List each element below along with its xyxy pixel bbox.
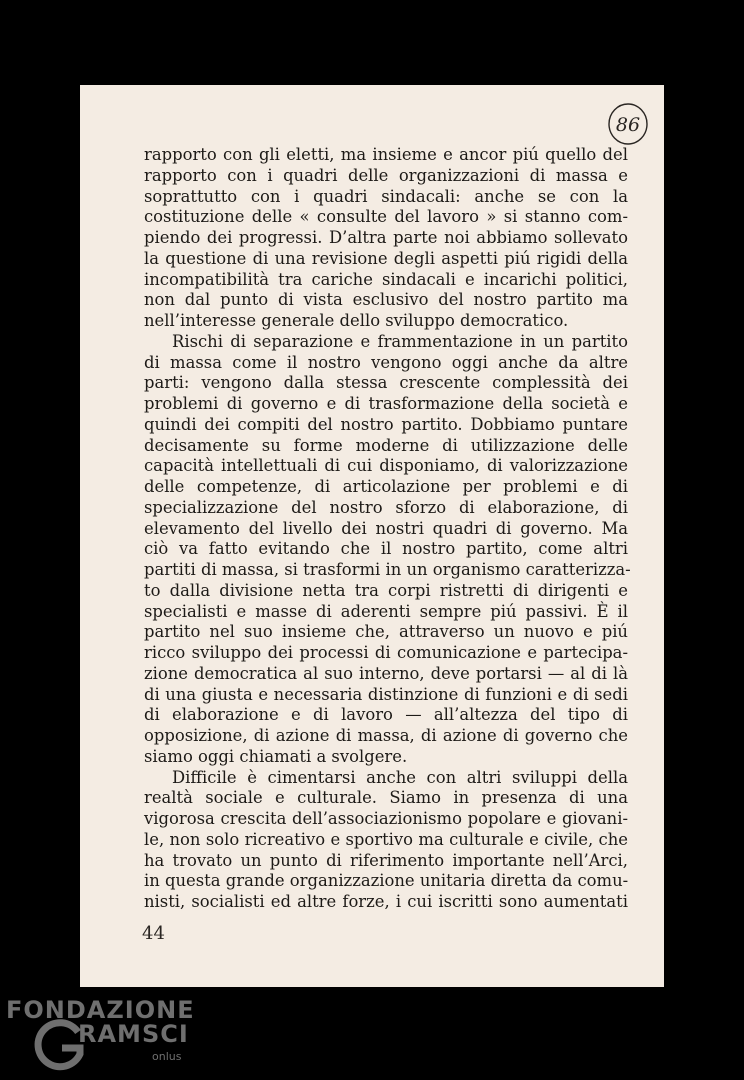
text-line: delle competenze, di articolazione per problemi e di <box>144 477 628 496</box>
text-line: nell’interesse generale dello sviluppo democratico. <box>144 311 569 330</box>
text-line: partito nel suo insieme che, attraverso un nuovo e piú <box>144 622 628 642</box>
text-line: rapporto con i quadri delle organizzazioni di massa e <box>144 165 628 185</box>
text-line: vigorosa crescita dell’associazionismo popolare e giovani- <box>144 809 628 828</box>
archive-number-text: 86 <box>615 114 641 136</box>
text-line: decisamente su forme moderne di utilizzazione delle <box>144 435 628 455</box>
document-page <box>80 85 664 987</box>
text-line: parti: vengono dalla stessa crescente complessità dei <box>144 373 628 393</box>
text-line: nisti, socialisti ed altre forze, i cui iscritti sono aumentati <box>144 892 628 911</box>
text-line: specialisti e masse di aderenti sempre piú passivi. È il <box>144 601 628 621</box>
logo-line-1: FONDAZIONE <box>6 996 195 1024</box>
text-line: rapporto con gli eletti, ma insieme e ancor piú quello del <box>144 145 628 164</box>
text-line: incompatibilità tra cariche sindacali e incarichi politici, <box>144 269 628 289</box>
text-line: la questione di una revisione degli aspetti piú rigidi della <box>144 248 628 268</box>
text-line: ricco sviluppo dei processi di comunicazione e partecipa- <box>144 643 628 662</box>
text-line: in questa grande organizzazione unitaria diretta da comu- <box>144 871 629 891</box>
logo-line-3: onlus <box>152 1050 182 1063</box>
page-number: 44 <box>142 923 165 944</box>
text-line: non dal punto di vista esclusivo del nostro partito ma <box>144 290 628 310</box>
text-line: di elaborazione e di lavoro — all’altezza del tipo di <box>144 705 628 725</box>
text-line: Rischi di separazione e frammentazione in un partito <box>172 331 628 351</box>
text-line: elevamento del livello dei nostri quadri di governo. Ma <box>144 518 628 538</box>
text-line: problemi di governo e di trasformazione della società e <box>144 394 628 413</box>
body-text <box>144 145 631 913</box>
text-line: specializzazione del nostro sforzo di elaborazione, di <box>144 497 628 517</box>
text-line: ha trovato un punto di riferimento importante nell’Arci, <box>144 850 628 870</box>
text-line: piendo dei progressi. D’altra parte noi abbiamo sollevato <box>144 228 628 247</box>
logo-line-2: RAMSCI <box>78 1020 189 1048</box>
text-line: siamo oggi chiamati a svolgere. <box>144 746 408 766</box>
text-line: quindi dei compiti del nostro partito. Dobbiamo puntare <box>144 414 628 434</box>
fondazione-gramsci-logo <box>6 996 196 1080</box>
text-line: soprattutto con i quadri sindacali: anche se con la <box>144 186 628 206</box>
text-line: le, non solo ricreativo e sportivo ma culturale e civile, che <box>144 829 628 849</box>
text-line: zione democratica al suo interno, deve portarsi — al di là <box>144 663 628 683</box>
text-line: ciò va fatto evitando che il nostro partito, come altri <box>144 539 628 559</box>
text-line: Difficile è cimentarsi anche con altri sviluppi della <box>172 767 628 787</box>
text-line: costituzione delle « consulte del lavoro » si stanno com- <box>144 207 628 227</box>
text-line: realtà sociale e culturale. Siamo in presenza di una <box>144 788 628 808</box>
text-line: capacità intellettuali di cui disponiamo, di valorizzazione <box>144 456 628 476</box>
text-line: partiti di massa, si trasformi in un organismo caratterizza- <box>144 560 631 579</box>
text-line: to dalla divisione netta tra corpi ristretti di dirigenti e <box>144 580 628 600</box>
text-line: opposizione, di azione di massa, di azione di governo che <box>144 726 628 745</box>
text-line: di una giusta e necessaria distinzione di funzioni e di sedi <box>144 684 628 704</box>
archive-number-stamp <box>605 101 651 147</box>
text-line: di massa come il nostro vengono oggi anche da altre <box>144 352 628 372</box>
